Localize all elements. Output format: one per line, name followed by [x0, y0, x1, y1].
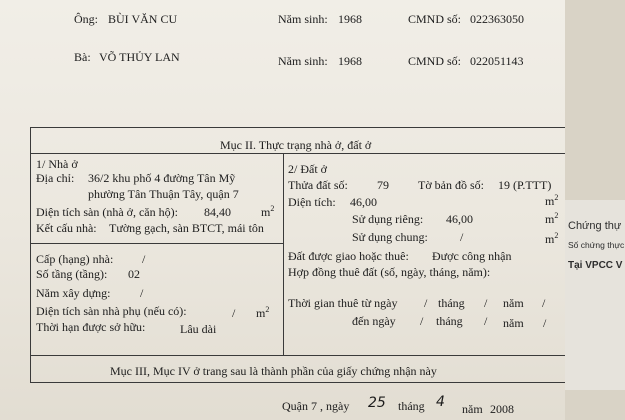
footer-note: Mục III, Mục IV ở trang sau là thành phần của giấy chứng nhận này — [110, 364, 437, 378]
owner1-id-number: 022363050 — [470, 12, 524, 26]
side-note-line3: Tại VPCC V — [568, 260, 623, 271]
parcel-value: 79 — [377, 178, 389, 192]
owner2-birth-year: 1968 — [338, 54, 362, 68]
parcel-label: Thửa đất số: — [288, 178, 348, 192]
lease-from-label: Thời gian thuê từ ngày — [288, 296, 398, 310]
year-built-label: Năm xây dựng: — [36, 286, 111, 300]
owner2-name: VÕ THỦY LAN — [99, 50, 180, 64]
owner1-id-label: CMND số: — [408, 12, 462, 26]
ownership-term-label: Thời hạn được sở hữu: — [36, 320, 146, 334]
structure-label: Kết cấu nhà: — [36, 221, 97, 235]
section-title-underline — [30, 153, 565, 154]
date-month-label: tháng — [398, 399, 425, 413]
map-sheet-label: Tờ bản đồ số: — [418, 178, 485, 192]
owner2-id-label: CMND số: — [408, 54, 462, 68]
table-top-border — [30, 127, 565, 128]
date-prefix: Quận 7 , ngày — [282, 399, 350, 413]
lease-contract-label: Hợp đồng thuê đất (số, ngày, tháng, năm): — [288, 265, 491, 279]
grade-label: Cấp (hạng) nhà: — [36, 252, 114, 266]
lease-to-year-label: năm — [503, 316, 524, 330]
date-year: 2008 — [490, 402, 514, 416]
lease-from-slash-1: / — [424, 296, 428, 310]
lease-to-slash-2: / — [484, 314, 488, 328]
table-left-border — [30, 127, 31, 382]
floors-label: Số tầng (tầng): — [36, 267, 108, 281]
footer-note-underline — [30, 382, 565, 383]
land-header: 2/ Đất ở — [288, 162, 328, 176]
lease-from-year-label: năm — [503, 296, 524, 310]
owner2-prefix: Bà: — [74, 50, 91, 64]
private-use-value: 46,00 — [446, 212, 473, 226]
house-row-divider — [30, 243, 283, 244]
section-bottom-border — [30, 355, 565, 356]
floor-area-unit: $m^2$ — [261, 204, 275, 219]
area-label: Diện tích: — [288, 195, 336, 209]
area-unit: $m^2$ — [545, 193, 559, 208]
house-header: 1/ Nhà ở — [36, 157, 78, 171]
ownership-term-value: Lâu dài — [180, 322, 217, 336]
aux-area-unit: $m^2$ — [256, 305, 270, 320]
lease-from-month-label: tháng — [438, 296, 465, 310]
floor-area-label: Diện tích sàn (nhà ở, căn hộ): — [36, 205, 178, 219]
lease-from-slash-2: / — [484, 296, 488, 310]
floor-area-value: 84,40 — [204, 205, 231, 219]
owner1-birth-year: 1968 — [338, 12, 362, 26]
address-line1: 36/2 khu phố 4 đường Tân Mỹ — [88, 171, 236, 185]
date-month: 4 — [436, 394, 445, 410]
shared-use-unit: $m^2$ — [545, 231, 559, 246]
shared-use-value: / — [460, 230, 464, 244]
year-built-value: / — [140, 286, 144, 300]
private-use-unit: $m^2$ — [545, 211, 559, 226]
lease-to-slash-3: / — [543, 316, 547, 330]
shared-use-label: Sử dụng chung: — [352, 230, 428, 244]
lease-to-label: đến ngày — [352, 314, 396, 328]
allocation-value: Được công nhận — [432, 249, 512, 263]
owner2-id-number: 022051143 — [470, 54, 524, 68]
area-value: 46,00 — [350, 195, 377, 209]
lease-from-slash-3: / — [542, 296, 546, 310]
grade-value: / — [142, 252, 146, 266]
address-label: Địa chỉ: — [36, 171, 75, 185]
side-note-line1: Chứng thự — [568, 220, 622, 232]
structure-value: Tường gạch, sàn BTCT, mái tôn — [109, 221, 264, 235]
allocation-label: Đất được giao hoặc thuê: — [288, 249, 409, 263]
owner1-name: BÙI VĂN CU — [108, 12, 178, 26]
private-use-label: Sử dụng riêng: — [352, 212, 424, 226]
lease-to-slash-1: / — [420, 314, 424, 328]
date-year-label: năm — [462, 402, 483, 416]
owner1-prefix: Ông: — [74, 12, 98, 26]
address-line2: phường Tân Thuận Tây, quận 7 — [88, 187, 239, 201]
date-day: 25 — [368, 395, 386, 411]
owner2-birth-label: Năm sinh: — [278, 54, 328, 68]
map-sheet-value: 19 (P.TTT) — [498, 178, 552, 192]
floors-value: 02 — [128, 267, 140, 281]
column-divider — [283, 153, 284, 355]
owner1-birth-label: Năm sinh: — [278, 12, 328, 26]
section2-title: Mục II. Thực trạng nhà ở, đất ở — [220, 138, 372, 152]
aux-area-value: / — [232, 306, 236, 320]
lease-to-month-label: tháng — [436, 314, 463, 328]
side-note-line2: Số chứng thực — [568, 240, 625, 250]
aux-area-label: Diện tích sàn nhà phụ (nếu có): — [36, 304, 187, 318]
